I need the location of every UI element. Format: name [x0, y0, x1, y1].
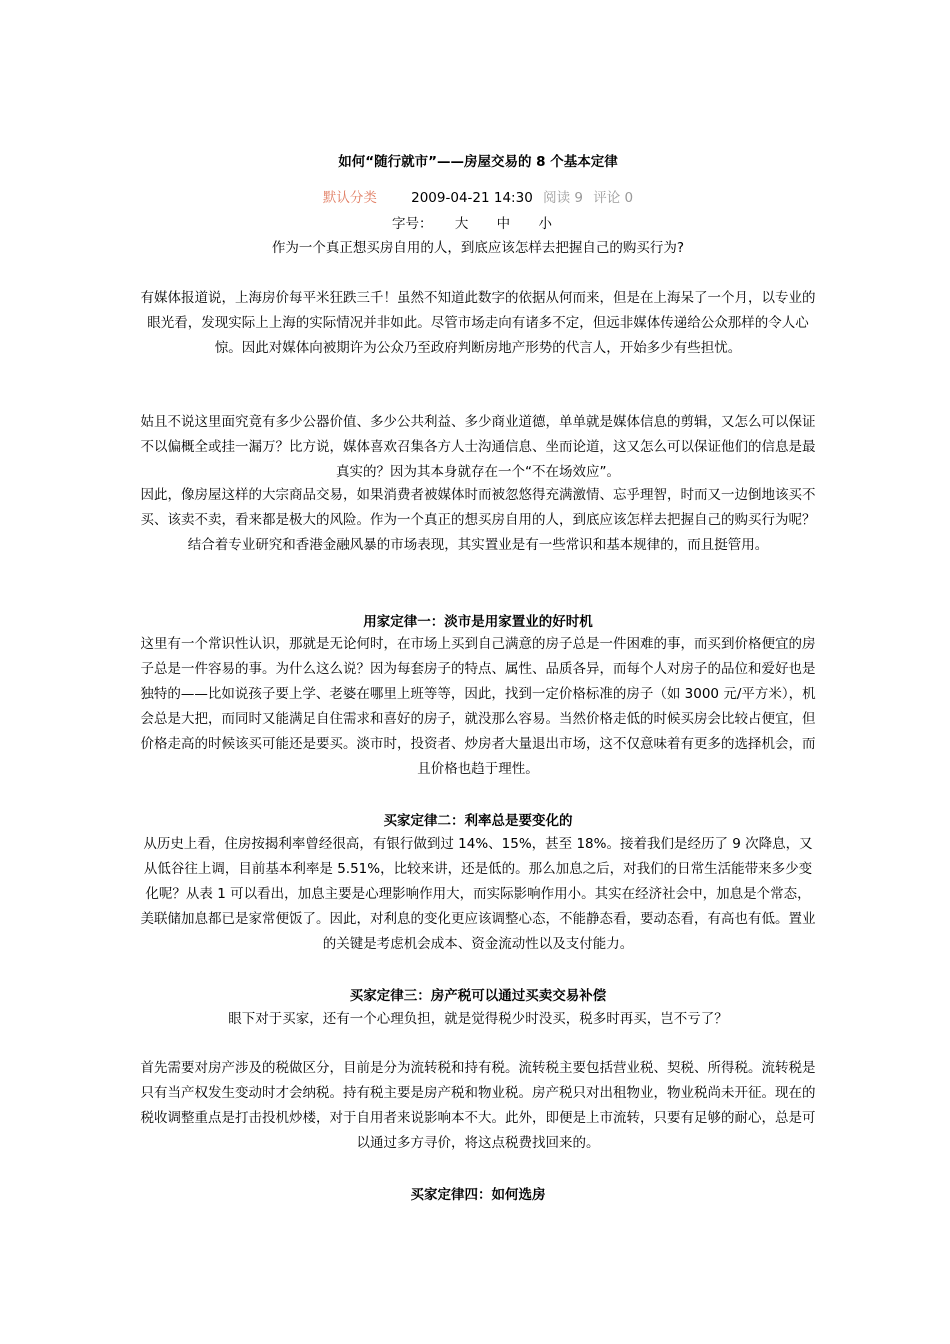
article-paragraph-2: 姑且不说这里面究竟有多少公器价值、多少公共利益、多少商业道德，单单就是媒体信息的剪辑，又怎么可以保证不以偏概全或挂一漏万？比方说，媒体喜欢召集各方人士沟通信息、坐而论道，这又怎么可以保证他们的信息是最真实的？因为其本身就存在一个“不在场效应”。 [140, 414, 816, 480]
section-body-3: 首先需要对房产涉及的税做区分，目前是分为流转税和持有税。流转税主要包括营业税、契税、所得税。流转税是只有当产权发生变动时才会纳税。持有税主要是房产税和物业税。房产税只对出租物业，物业税尚未开征。现在的税收调整重点是打击投机炒楼，对于自用者来说影响本不大。此外，即便是上市流转，只要有足够的耐心，总是可以通过多方寻价，将这点税费找回来的。 [140, 1060, 816, 1151]
font-size-medium-button[interactable]: 中 [496, 216, 511, 232]
section-body-1: 这里有一个常识性认识，那就是无论何时，在市场上买到自己满意的房子总是一件困难的事，而买到价格便宜的房子总是一件容易的事。为什么这么说？因为每套房子的特点、属性、品质各异，而每个人对房子的品位和爱好也是独特的——比如说孩子要上学、老婆在哪里上班等等，因此，找到一定价格标准的房子（如 3000 元/平方米），机会总是大把，而同时又能满足自住需求和喜好的房子，就没那么容易。当然价格走低的时候买房会比较占便宜，但价格走高的时候该买可能还是要买。淡市时，投资者、炒房者大量退出市场，这不仅意味着有更多的选择机会，而且价格也趋于理性。 [140, 636, 816, 777]
font-size-large-button[interactable]: 大 [454, 216, 469, 232]
article-intro: 作为一个真正想买房自用的人，到底应该怎样去把握自己的购买行为? [271, 240, 685, 256]
publish-datetime: 2009-04-21 14:30 [411, 190, 533, 206]
font-size-switcher [140, 214, 816, 234]
read-count: 阅读 9 [543, 190, 583, 206]
section-heading-1: 用家定律一：淡市是用家置业的好时机 [363, 614, 593, 630]
section-heading-3: 买家定律三：房产税可以通过买卖交易补偿 [349, 988, 607, 1004]
section-body-2: 从历史上看，住房按揭利率曾经很高，有银行做到过 14%、15%，甚至 18%。接着我们是经历了 9 次降息，又从低谷往上调，目前基本利率是 5.51%，比较来讲，还是低的。那么加息之后，对我们的日常生活能带来多少变化呢？从表 1 可以看出，加息主要是心理影响作用大，而实际影响作用小。其实在经济社会中，加息是个常态，美联储加息都已是家常便饭了。因此，对利息的变化更应该调整心态，不能静态看，要动态看，有高也有低。置业的关键是考虑机会成本、资金流动性以及支付能力。 [140, 836, 816, 952]
article-meta [140, 188, 816, 208]
section-heading-2: 买家定律二：利率总是要变化的 [383, 813, 573, 829]
article-title: 如何“随行就市”——房屋交易的 8 个基本定律 [338, 154, 618, 170]
comment-count[interactable]: 评论 0 [593, 190, 634, 206]
category-link[interactable]: 默认分类 [322, 190, 377, 206]
section-intro-3: 眼下对于买家，还有一个心理负担，就是觉得税少时没买，税多时再买，岂不亏了？ [228, 1011, 728, 1027]
font-size-small-button[interactable]: 小 [538, 216, 552, 232]
article-paragraph-1: 有媒体报道说，上海房价每平米狂跌三千！虽然不知道此数字的依据从何而来，但是在上海呆了一个月，以专业的眼光看，发现实际上上海的实际情况并非如此。尽管市场走向有诸多不定，但远非媒体传递给公众那样的令人心惊。因此对媒体向被期许为公众乃至政府判断房地产形势的代言人，开始多少有些担忧。 [140, 290, 816, 356]
font-size-label: 字号： [392, 216, 433, 232]
article-paragraph-3: 因此，像房屋这样的大宗商品交易，如果消费者被媒体时而被忽悠得充满激情、忘乎理智，时而又一边倒地该买不买、该卖不卖，看来都是极大的风险。作为一个真正的想买房自用的人，到底应该怎样去把握自己的购买行为呢？结合着专业研究和香港金融风暴的市场表现，其实置业是有一些常识和基本规律的，而且挺管用。 [140, 487, 816, 553]
section-heading-4: 买家定律四：如何选房 [410, 1187, 546, 1203]
